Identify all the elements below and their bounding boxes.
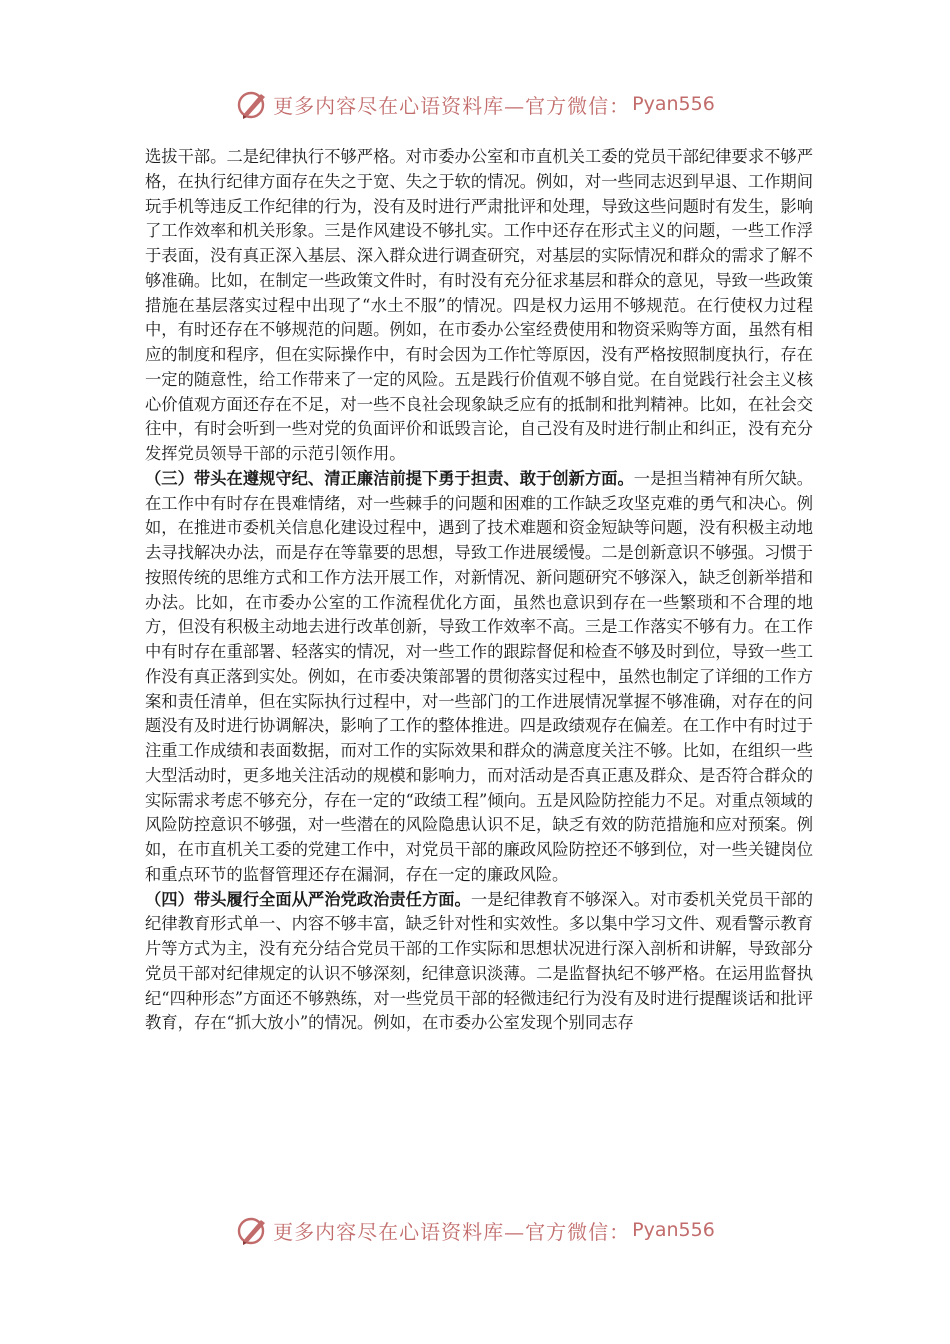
banner-brand-text: 更多内容尽在心语资料库—官方微信：: [273, 93, 631, 118]
section-heading: （三）带头在遵规守纪、清正廉洁前提下勇于担责、敢于创新方面。: [145, 468, 634, 488]
paragraph: [145, 888, 813, 1037]
pen-circle-logo-icon: [235, 88, 269, 120]
banner-wechat-id: Pyan556: [632, 93, 715, 115]
paragraph: [145, 467, 813, 888]
section-heading: （四）带头履行全面从严治党政治责任方面。: [145, 889, 471, 909]
paragraph-text: 选拔干部。二是纪律执行不够严格。对市委办公室和市直机关工委的党员干部纪律要求不够严格，在执行纪律方面存在失之于宽、失之于软的情况。例如，对一些同志迟到早退、工作期间玩手机等违反工作纪律的行为，没有及时进行严肃批评和处理，导致这些问题时有发生，影响了工作效率和机关形象。三是作风建设不够扎实。工作中还存在形式主义的问题，一些工作浮于表面，没有真正深入基层、深入群众进行调查研究，对基层的实际情况和群众的需求了解不够准确。比如，在制定一些政策文件时，有时没有充分征求基层和群众的意见，导致一些政策措施在基层落实过程中出现了“水土不服”的情况。四是权力运用不够规范。在行使权力过程中，有时还存在不够规范的问题。例如，在市委办公室经费使用和物资采购等方面，虽然有相应的制度和程序，但在实际操作中，有时会因为工作忙等原因，没有严格按照制度执行，存在一定的随意性，给工作带来了一定的风险。五是践行价值观不够自觉。在自觉践行社会主义核心价值观方面还存在不足，对一些不良社会现象缺乏应有的抵制和批判精神。比如，在社会交往中，有时会听到一些对党的负面评价和诋毁言论，自己没有及时进行制止和纠正，没有充分发挥党员领导干部的示范引领作用。: [145, 147, 813, 463]
footer-banner: [0, 1212, 950, 1248]
header-banner: [0, 86, 950, 122]
paragraph: [145, 145, 813, 467]
paragraph-text: 一是担当精神有所欠缺。在工作中有时存在畏难情绪，对一些棘手的问题和困难的工作缺乏攻坚克难的勇气和决心。例如，在推进市委机关信息化建设过程中，遇到了技术难题和资金短缺等问题，没有积极主动地去寻找解决办法，而是存在等靠要的思想，导致工作进展缓慢。二是创新意识不够强。习惯于按照传统的思维方式和工作方法开展工作，对新情况、新问题研究不够深入，缺乏创新举措和办法。比如，在市委办公室的工作流程优化方面，虽然也意识到存在一些繁琐和不合理的地方，但没有积极主动地去进行改革创新，导致工作效率不高。三是工作落实不够有力。在工作中有时存在重部署、轻落实的情况，对一些工作的跟踪督促和检查不够及时到位，导致一些工作没有真正落到实处。例如，在市委决策部署的贯彻落实过程中，虽然也制定了详细的工作方案和责任清单，但在实际执行过程中，对一些部门的工作进展情况掌握不够准确，对存在的问题没有及时进行协调解决，影响了工作的整体推进。四是政绩观存在偏差。在工作中有时过于注重工作成绩和表面数据，而对工作的实际效果和群众的满意度关注不够。比如，在组织一些大型活动时，更多地关注活动的规模和影响力，而对活动是否真正惠及群众、是否符合群众的实际需求考虑不够充分，存在一定的“政绩工程”倾向。五是风险防控能力不足。对重点领域的风险防控意识不够强，对一些潜在的风险隐患认识不足，缺乏有效的防范措施和应对预案。例如，在市直机关工委的党建工作中，对党员干部的廉政风险防控还不够到位，对一些关键岗位和重点环节的监督管理还存在漏洞，存在一定的廉政风险。: [145, 468, 813, 884]
document-body: [145, 145, 813, 1036]
banner-brand-text: 更多内容尽在心语资料库—官方微信：: [273, 1219, 631, 1244]
banner-wechat-id: Pyan556: [632, 1219, 715, 1241]
paragraph-text: 一是纪律教育不够深入。对市委机关党员干部的纪律教育形式单一、内容不够丰富，缺乏针对性和实效性。多以集中学习文件、观看警示教育片等方式为主，没有充分结合党员干部的工作实际和思想状况进行深入剖析和讲解，导致部分党员干部对纪律规定的认识不够深刻，纪律意识淡薄。二是监督执纪不够严格。在运用监督执纪“四种形态”方面还不够熟练，对一些党员干部的轻微违纪行为没有及时进行提醒谈话和批评教育，存在“抓大放小”的情况。例如，在市委办公室发现个别同志存: [145, 889, 813, 1033]
pen-circle-logo-icon: [235, 1214, 269, 1246]
